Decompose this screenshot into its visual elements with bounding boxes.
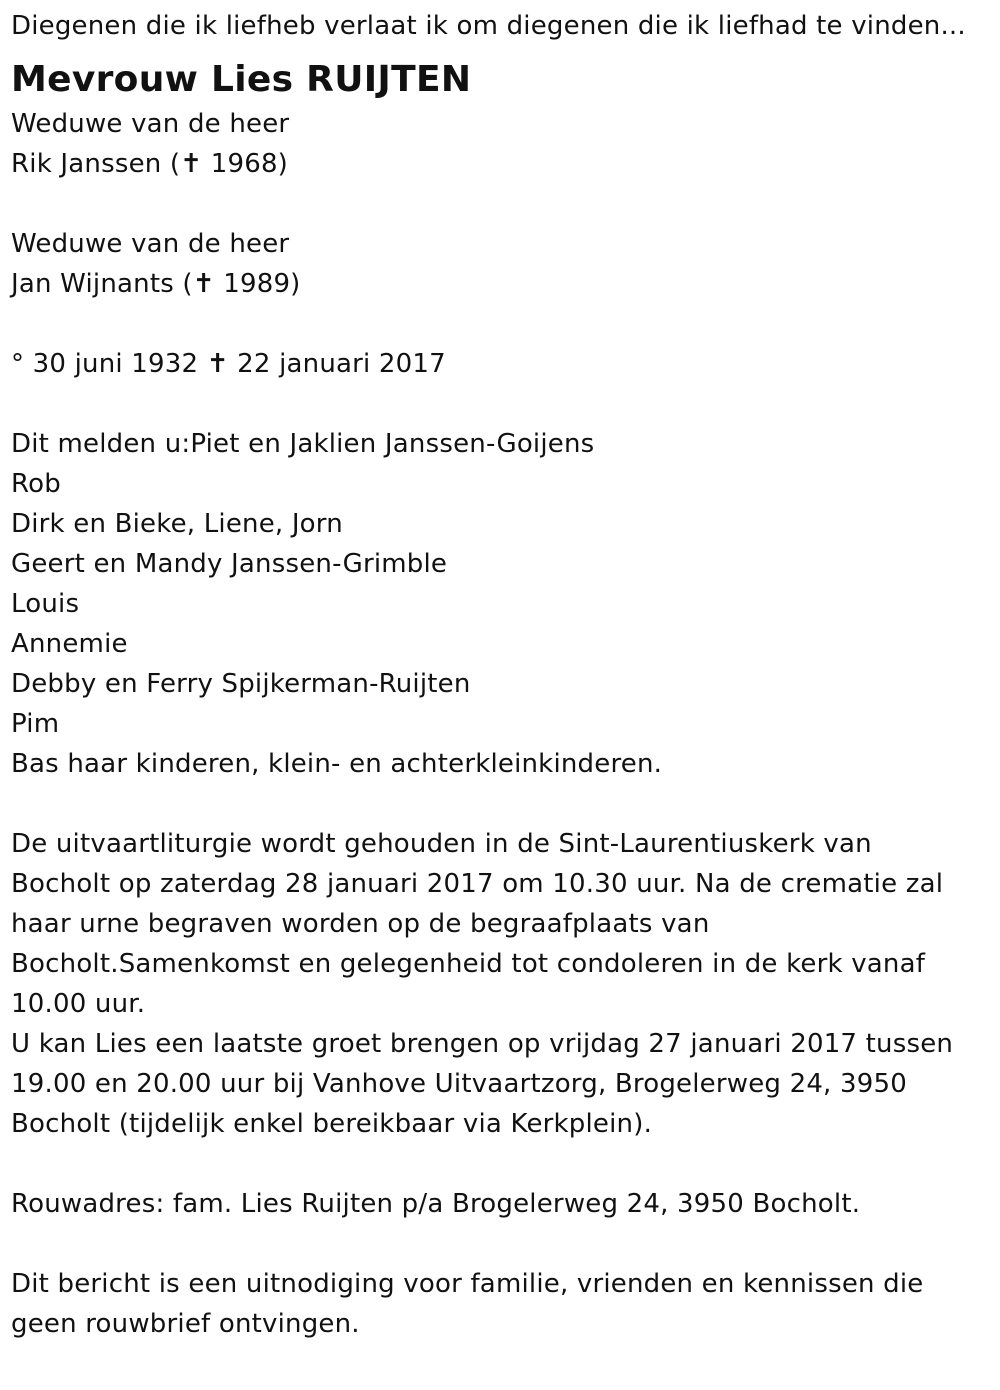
liturgy-line: 10.00 uur. [11,989,146,1019]
visit-line: U kan Lies een laatste groet brengen op vrijdag 27 januari 2017 tussen [11,1029,954,1059]
spouse1-name: Rik Janssen (✝ 1968) [11,149,289,179]
family-member: Rob [11,469,61,499]
life-dates: ° 30 juni 1932 ✝ 22 januari 2017 [11,349,446,379]
mourning-address: Rouwadres: fam. Lies Ruijten p/a Brogelerweg 24, 3950 Bocholt. [11,1189,861,1219]
family-member: Geert en Mandy Janssen-Grimble [11,549,448,579]
family-member: Pim [11,709,60,739]
invitation-line: geen rouwbrief ontvingen. [11,1309,360,1339]
spacer [11,384,986,424]
liturgy-line: Bocholt op zaterdag 28 januari 2017 om 10.30 uur. Na de crematie zal [11,869,944,899]
spacer [11,1224,986,1264]
liturgy-line: Bocholt.Samenkomst en gelegenheid tot condoleren in de kerk vanaf [11,949,926,979]
spouse2-label: Weduwe van de heer [11,229,290,259]
spouse2-name: Jan Wijnants (✝ 1989) [11,269,301,299]
visit-line: 19.00 en 20.00 uur bij Vanhove Uitvaartzorg, Brogelerweg 24, 3950 [11,1069,907,1099]
motto: Diegenen die ik liefheb verlaat ik om diegenen die ik liefhad te vinden... [11,11,966,41]
liturgy-line: haar urne begraven worden op de begraafplaats van [11,909,710,939]
obituary-notice [11,6,986,1344]
spouse1-label: Weduwe van de heer [11,109,290,139]
spacer [11,184,986,224]
spacer [11,304,986,344]
family-intro: Dit melden u:Piet en Jaklien Janssen-Goijens [11,429,595,459]
visit-line: Bocholt (tijdelijk enkel bereikbaar via Kerkplein). [11,1109,653,1139]
family-member: Annemie [11,629,128,659]
family-member: Debby en Ferry Spijkerman-Ruijten [11,669,471,699]
invitation-line: Dit bericht is een uitnodiging voor familie, vrienden en kennissen die [11,1269,924,1299]
deceased-name: Mevrouw Lies RUIJTEN [11,59,472,100]
liturgy-line: De uitvaartliturgie wordt gehouden in de Sint-Laurentiuskerk van [11,829,872,859]
family-member: Dirk en Bieke, Liene, Jorn [11,509,343,539]
spacer [11,784,986,824]
family-member: Bas haar kinderen, klein- en achterkleinkinderen. [11,749,663,779]
family-member: Louis [11,589,80,619]
spacer [11,1144,986,1184]
